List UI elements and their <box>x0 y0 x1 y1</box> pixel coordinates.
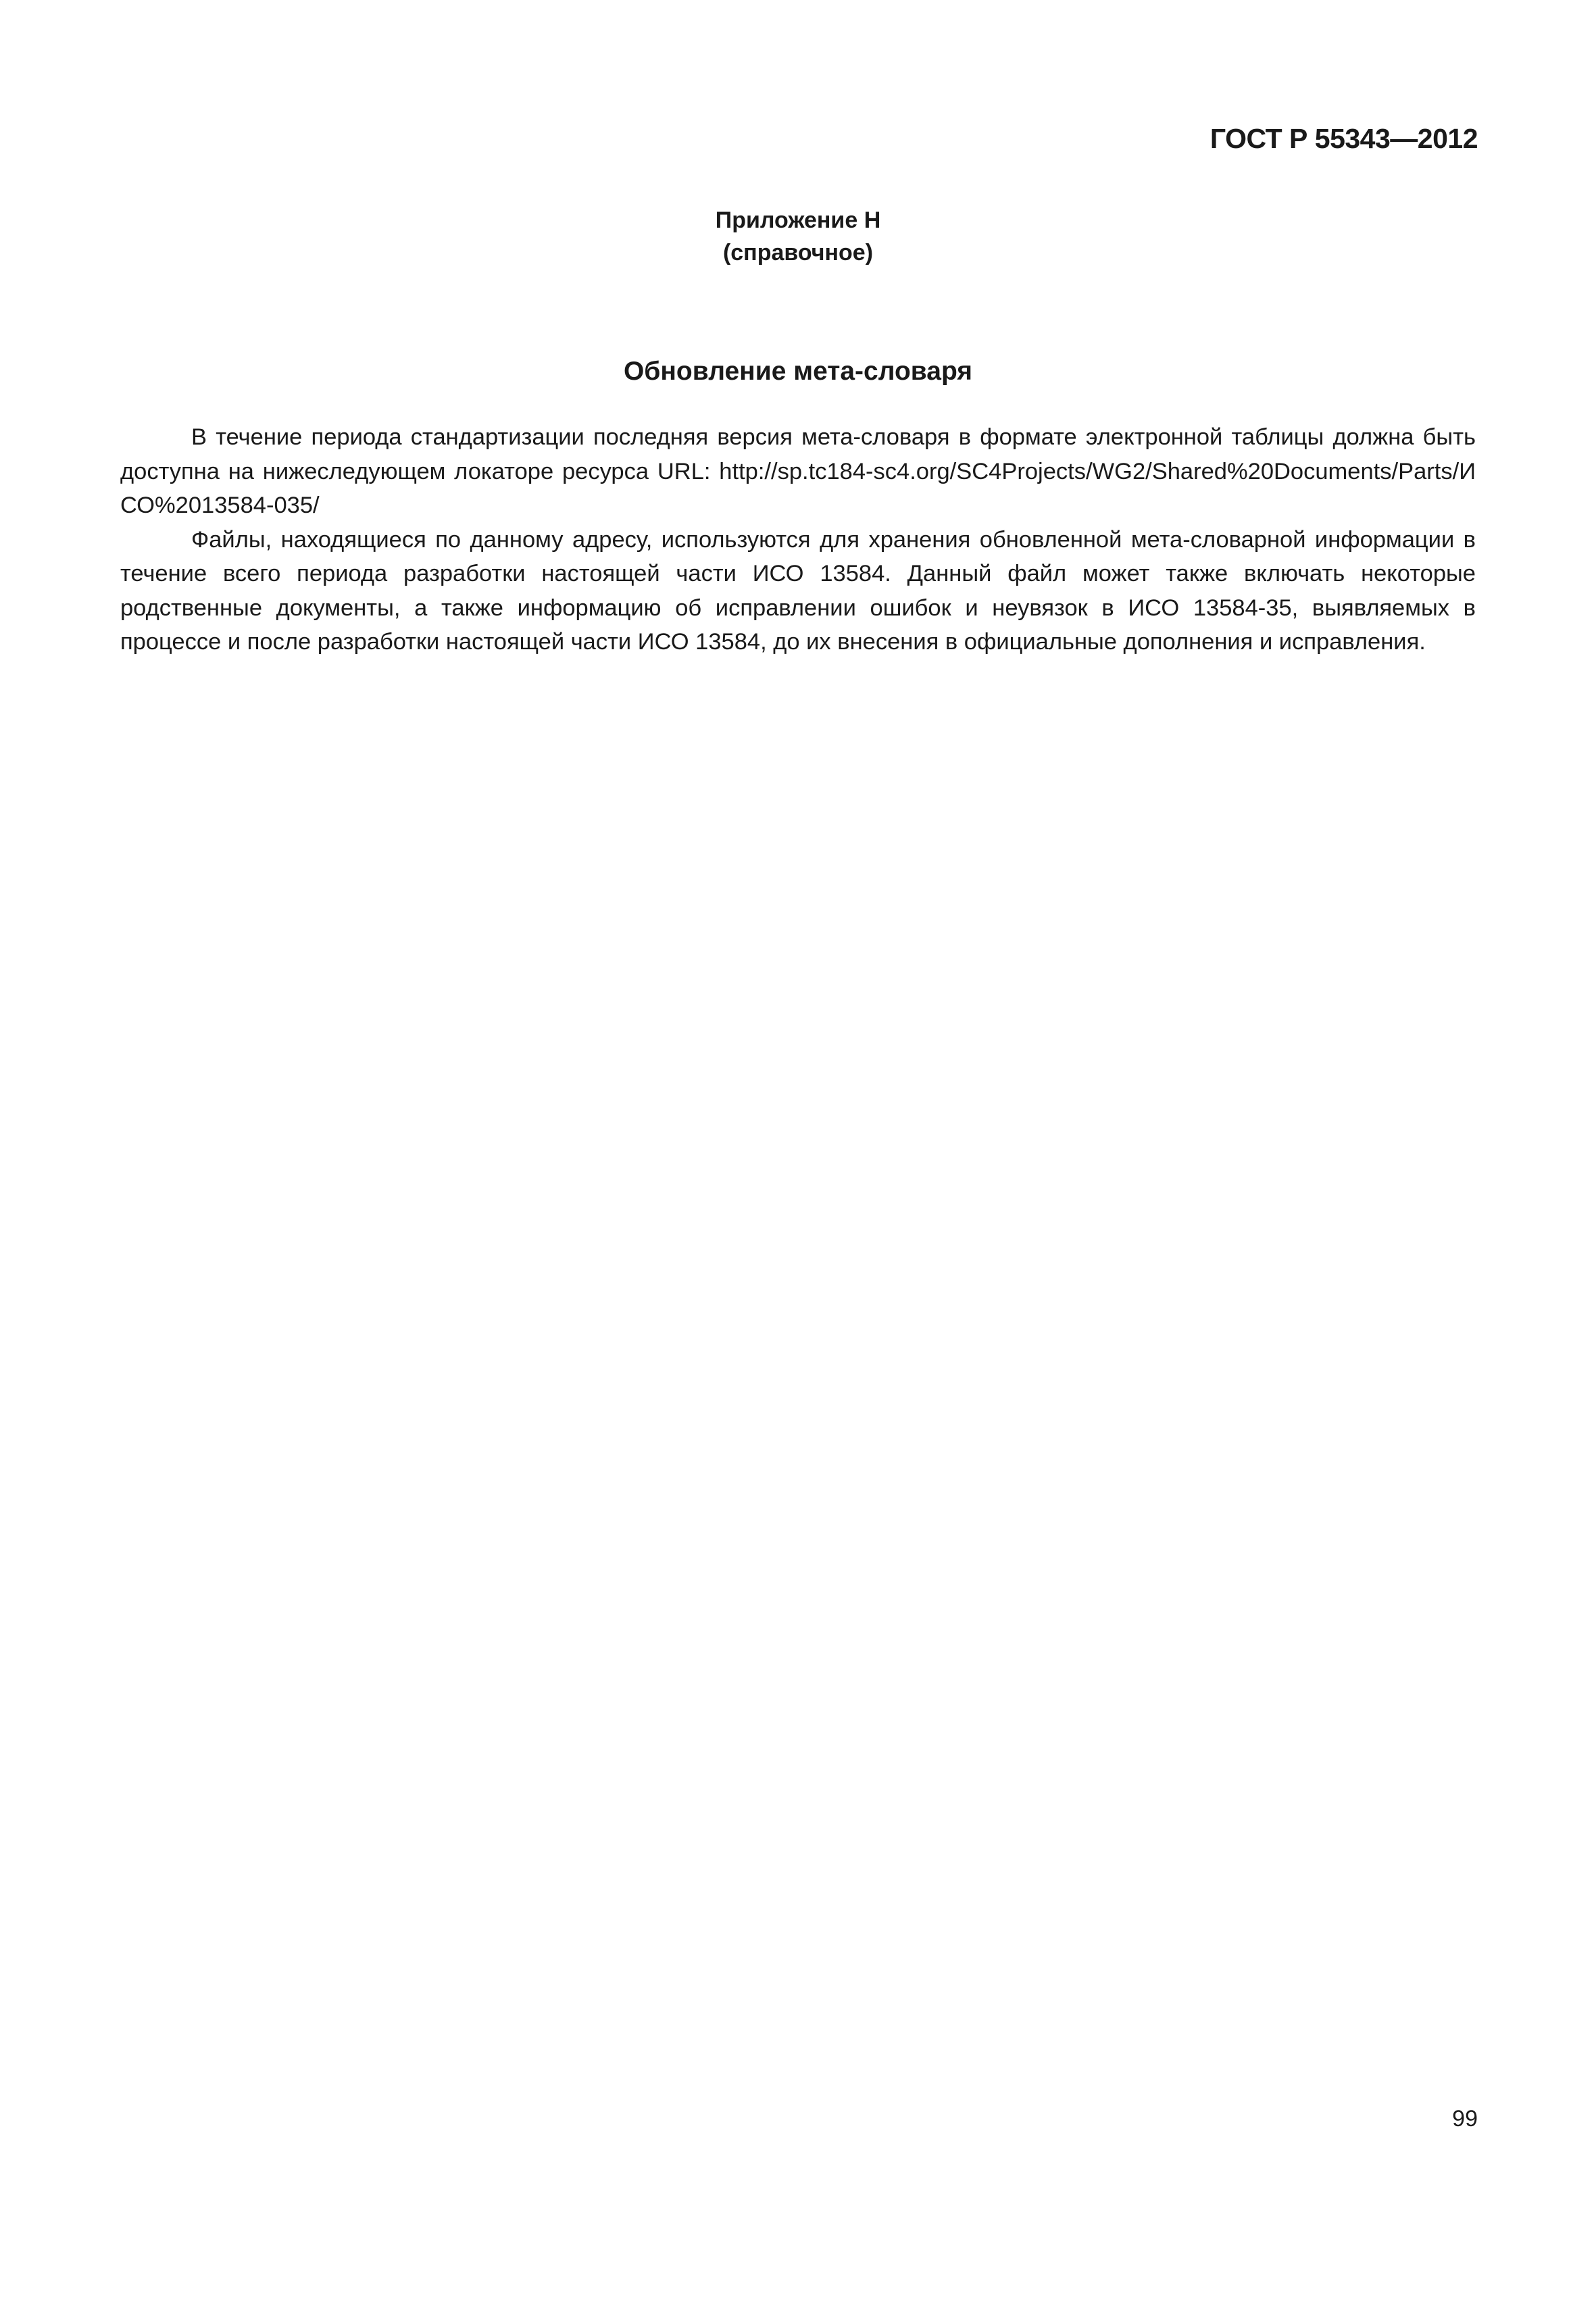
paragraph-2: Файлы, находящиеся по данному адресу, используются для хранения обновленной мета-словарной информации в течение всего периода разработки настоящей части ИСО 13584. Данный файл может также включать некоторые родственные документы, а также информацию об исправлении ошибок и неувязок в ИСО 13584-35, выявляемых в процессе и после разработки настоящей части ИСО 13584, до их внесения в официальные дополнения и исправления. <box>120 526 1476 655</box>
annex-label: Приложение Н <box>715 207 881 233</box>
paragraph-1 <box>120 420 1476 523</box>
paragraph-1-text: В течение периода стандартизации последняя версия мета-словаря в формате электронной таблицы должна быть доступна на нижеследующем локаторе ресурса URL: <box>120 424 1476 484</box>
resource-url: http://sp.tc184-sc4.org/SC4Projects/WG2/Shared%20Documents/Parts/ИСО%2013584-035/ <box>120 458 1476 518</box>
annex-status: (справочное) <box>722 240 874 266</box>
annex-heading <box>0 204 1596 269</box>
body-text <box>120 420 1476 659</box>
document-code: ГОСТ Р 55343—2012 <box>1210 123 1478 154</box>
section-title: Обновление мета-словаря <box>623 357 973 386</box>
page-number: 99 <box>1452 2106 1478 2132</box>
